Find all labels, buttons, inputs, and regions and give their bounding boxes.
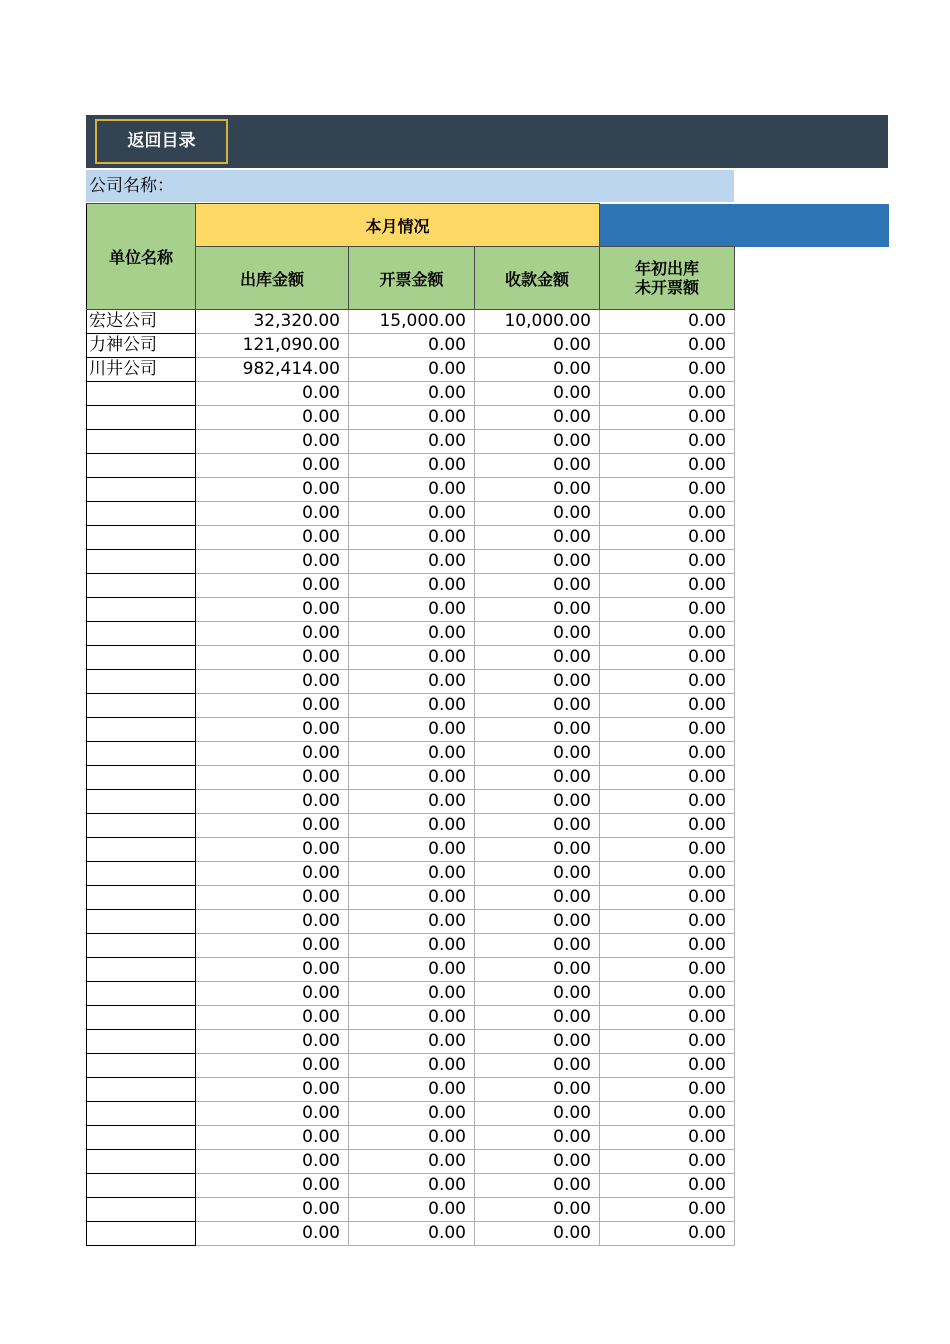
invoiced-amount-cell[interactable]: 0.00 [349, 406, 475, 430]
received-amount-cell[interactable]: 0.00 [475, 910, 600, 934]
outbound-amount-cell[interactable]: 32,320.00 [196, 310, 349, 334]
invoiced-amount-cell[interactable]: 0.00 [349, 910, 475, 934]
received-amount-cell[interactable]: 0.00 [475, 598, 600, 622]
unit-name-cell[interactable] [87, 382, 196, 406]
uninvoiced-opening-cell[interactable]: 0.00 [600, 622, 735, 646]
invoiced-amount-cell[interactable]: 0.00 [349, 934, 475, 958]
received-amount-cell[interactable]: 0.00 [475, 1198, 600, 1222]
outbound-amount-cell[interactable]: 0.00 [196, 670, 349, 694]
company-name-row [86, 170, 734, 202]
invoiced-amount-cell[interactable]: 0.00 [349, 502, 475, 526]
uninvoiced-opening-cell[interactable]: 0.00 [600, 862, 735, 886]
outbound-amount-cell[interactable]: 0.00 [196, 742, 349, 766]
unit-name-cell[interactable] [87, 1078, 196, 1102]
outbound-amount-cell[interactable]: 0.00 [196, 1054, 349, 1078]
table-row [87, 382, 889, 406]
received-amount-cell[interactable]: 0.00 [475, 718, 600, 742]
received-amount-cell[interactable]: 10,000.00 [475, 310, 600, 334]
invoiced-amount-cell[interactable]: 0.00 [349, 598, 475, 622]
outbound-amount-cell[interactable]: 0.00 [196, 574, 349, 598]
uninvoiced-opening-cell[interactable]: 0.00 [600, 694, 735, 718]
invoiced-amount-cell[interactable]: 0.00 [349, 1222, 475, 1246]
company-name-label: 公司名称： [89, 176, 174, 196]
unit-name-cell[interactable] [87, 1006, 196, 1030]
unit-name-cell[interactable] [87, 742, 196, 766]
table-row [87, 430, 889, 454]
received-amount-cell[interactable]: 0.00 [475, 430, 600, 454]
table-row [87, 982, 889, 1006]
blank-cell [735, 454, 889, 478]
table-row [87, 574, 889, 598]
unit-name-cell[interactable] [87, 982, 196, 1006]
outbound-amount-cell[interactable]: 0.00 [196, 622, 349, 646]
blank-cell [735, 430, 889, 454]
blank-cell [735, 1174, 889, 1198]
invoiced-amount-cell[interactable]: 0.00 [349, 790, 475, 814]
uninvoiced-opening-cell[interactable]: 0.00 [600, 550, 735, 574]
received-amount-cell[interactable]: 0.00 [475, 1102, 600, 1126]
table-row [87, 454, 889, 478]
invoiced-amount-cell[interactable]: 0.00 [349, 1174, 475, 1198]
outbound-amount-cell[interactable]: 0.00 [196, 886, 349, 910]
unit-name-cell[interactable] [87, 718, 196, 742]
received-amount-cell[interactable]: 0.00 [475, 694, 600, 718]
outbound-amount-cell[interactable]: 0.00 [196, 934, 349, 958]
received-amount-cell[interactable]: 0.00 [475, 1126, 600, 1150]
received-amount-cell[interactable]: 0.00 [475, 478, 600, 502]
blue-group-header [600, 204, 889, 247]
table-row [87, 886, 889, 910]
outbound-amount-cell[interactable]: 0.00 [196, 382, 349, 406]
uninvoiced-opening-cell[interactable]: 0.00 [600, 646, 735, 670]
table-row [87, 838, 889, 862]
blank-cell [735, 934, 889, 958]
unit-name-cell[interactable]: 川井公司 [87, 358, 196, 382]
back-to-index-button[interactable]: 返回目录 [95, 119, 228, 164]
table-row [87, 1078, 889, 1102]
table-row [87, 310, 889, 334]
table-row [87, 694, 889, 718]
received-amount-cell[interactable]: 0.00 [475, 862, 600, 886]
blank-cell [735, 1006, 889, 1030]
invoiced-amount-cell[interactable]: 0.00 [349, 1006, 475, 1030]
invoiced-amount-cell[interactable]: 0.00 [349, 670, 475, 694]
blank-cell [735, 1150, 889, 1174]
invoiced-amount-cell[interactable]: 0.00 [349, 886, 475, 910]
received-amount-cell[interactable]: 0.00 [475, 1006, 600, 1030]
outbound-amount-cell[interactable]: 0.00 [196, 958, 349, 982]
invoiced-amount-cell[interactable]: 0.00 [349, 862, 475, 886]
outbound-amount-cell[interactable]: 0.00 [196, 502, 349, 526]
table-row [87, 526, 889, 550]
outbound-amount-cell[interactable]: 0.00 [196, 1006, 349, 1030]
blank-cell [735, 526, 889, 550]
unit-name-cell[interactable] [87, 502, 196, 526]
table-row [87, 406, 889, 430]
invoiced-amount-cell[interactable]: 0.00 [349, 478, 475, 502]
invoiced-amount-cell[interactable]: 0.00 [349, 1126, 475, 1150]
uninvoiced-opening-cell[interactable]: 0.00 [600, 886, 735, 910]
outbound-amount-cell[interactable]: 0.00 [196, 982, 349, 1006]
invoiced-amount-cell[interactable]: 0.00 [349, 1102, 475, 1126]
table-row [87, 1102, 889, 1126]
table-row [87, 670, 889, 694]
table-row [87, 1054, 889, 1078]
uninvoiced-opening-cell[interactable]: 0.00 [600, 406, 735, 430]
unit-name-cell[interactable] [87, 478, 196, 502]
blank-cell [735, 382, 889, 406]
table-row [87, 790, 889, 814]
unit-name-cell[interactable] [87, 958, 196, 982]
blank-cell [735, 694, 889, 718]
blank-cell [735, 646, 889, 670]
invoiced-amount-cell[interactable]: 0.00 [349, 646, 475, 670]
invoiced-amount-cell[interactable]: 0.00 [349, 958, 475, 982]
blank-cell [735, 334, 889, 358]
outbound-amount-cell[interactable]: 0.00 [196, 1222, 349, 1246]
unit-name-cell[interactable] [87, 838, 196, 862]
blank-cell [735, 886, 889, 910]
blank-cell [735, 790, 889, 814]
blank-cell [735, 742, 889, 766]
table-row [87, 622, 889, 646]
received-amount-cell[interactable]: 0.00 [475, 814, 600, 838]
table-row [87, 934, 889, 958]
received-amount-cell[interactable]: 0.00 [475, 838, 600, 862]
uninvoiced-opening-cell[interactable]: 0.00 [600, 310, 735, 334]
table-row [87, 1150, 889, 1174]
invoiced-amount-cell[interactable]: 0.00 [349, 718, 475, 742]
blank-cell [735, 1030, 889, 1054]
outbound-amount-cell[interactable]: 982,414.00 [196, 358, 349, 382]
unit-name-cell[interactable] [87, 1030, 196, 1054]
received-amount-cell[interactable]: 0.00 [475, 790, 600, 814]
received-amount-cell[interactable]: 0.00 [475, 934, 600, 958]
uninvoiced-opening-cell[interactable]: 0.00 [600, 1078, 735, 1102]
invoiced-amount-cell[interactable]: 0.00 [349, 742, 475, 766]
received-amount-cell[interactable]: 0.00 [475, 406, 600, 430]
blank-cell [735, 958, 889, 982]
unit-name-cell[interactable] [87, 1150, 196, 1174]
invoiced-amount-cell[interactable]: 0.00 [349, 526, 475, 550]
unit-name-cell[interactable]: 力神公司 [87, 334, 196, 358]
received-amount-cell[interactable]: 0.00 [475, 646, 600, 670]
unit-name-cell[interactable] [87, 646, 196, 670]
outbound-amount-cell[interactable]: 0.00 [196, 1150, 349, 1174]
blank-cell [735, 502, 889, 526]
unit-name-cell[interactable] [87, 910, 196, 934]
blank-cell [735, 982, 889, 1006]
blank-cell [735, 598, 889, 622]
uninvoiced-opening-cell[interactable]: 0.00 [600, 430, 735, 454]
blank-cell [735, 766, 889, 790]
invoiced-amount-cell[interactable]: 0.00 [349, 1054, 475, 1078]
received-amount-cell[interactable]: 0.00 [475, 1150, 600, 1174]
blank-cell [735, 1054, 889, 1078]
unit-name-cell[interactable] [87, 622, 196, 646]
blank-cell [735, 1198, 889, 1222]
outbound-amount-cell[interactable]: 0.00 [196, 478, 349, 502]
received-amount-cell[interactable]: 0.00 [475, 1174, 600, 1198]
received-amount-cell[interactable]: 0.00 [475, 622, 600, 646]
received-amount-cell[interactable]: 0.00 [475, 1222, 600, 1246]
invoiced-amount-cell[interactable]: 0.00 [349, 334, 475, 358]
uninvoiced-opening-cell[interactable]: 0.00 [600, 334, 735, 358]
blank-cell [735, 622, 889, 646]
blank-cell [735, 862, 889, 886]
outbound-amount-cell[interactable]: 0.00 [196, 1126, 349, 1150]
uninvoiced-opening-cell[interactable]: 0.00 [600, 1006, 735, 1030]
received-amount-cell[interactable]: 0.00 [475, 574, 600, 598]
unit-name-cell[interactable] [87, 1198, 196, 1222]
blank-cell [735, 1126, 889, 1150]
outbound-amount-cell[interactable]: 0.00 [196, 550, 349, 574]
blank-cell [735, 550, 889, 574]
uninvoiced-opening-cell[interactable]: 0.00 [600, 910, 735, 934]
table-row [87, 1030, 889, 1054]
unit-name-cell[interactable] [87, 1126, 196, 1150]
unit-name-header: 单位名称 [87, 204, 196, 310]
unit-name-cell[interactable]: 宏达公司 [87, 310, 196, 334]
received-amount-cell[interactable]: 0.00 [475, 550, 600, 574]
blank-cell [735, 1102, 889, 1126]
outbound-amount-cell[interactable]: 0.00 [196, 814, 349, 838]
table-row [87, 1006, 889, 1030]
table-row [87, 814, 889, 838]
statement-table [86, 203, 889, 1246]
unit-name-cell[interactable] [87, 574, 196, 598]
outbound-amount-cell[interactable]: 0.00 [196, 910, 349, 934]
unit-name-cell[interactable] [87, 406, 196, 430]
uninvoiced-opening-cell[interactable]: 0.00 [600, 1126, 735, 1150]
uninvoiced-opening-cell[interactable]: 0.00 [600, 1150, 735, 1174]
unit-name-cell[interactable] [87, 934, 196, 958]
invoiced-amount-cell[interactable]: 15,000.00 [349, 310, 475, 334]
blank-cell [735, 1078, 889, 1102]
table-row [87, 598, 889, 622]
invoiced-amount-cell[interactable]: 0.00 [349, 1030, 475, 1054]
outbound-amount-cell[interactable]: 0.00 [196, 1102, 349, 1126]
outbound-amount-cell[interactable]: 0.00 [196, 790, 349, 814]
unit-name-cell[interactable] [87, 430, 196, 454]
month-group-header: 本月情况 [196, 204, 600, 247]
received-amount-cell[interactable]: 0.00 [475, 670, 600, 694]
uninvoiced-opening-cell[interactable]: 0.00 [600, 574, 735, 598]
outbound-amount-cell[interactable]: 0.00 [196, 766, 349, 790]
received-amount-cell[interactable]: 0.00 [475, 358, 600, 382]
column-header-line1: 年初出库 [634, 259, 699, 278]
received-amount-cell[interactable]: 0.00 [475, 958, 600, 982]
table-row [87, 862, 889, 886]
blank-cell [735, 814, 889, 838]
table-row [87, 1198, 889, 1222]
uninvoiced-opening-cell[interactable]: 0.00 [600, 382, 735, 406]
uninvoiced-opening-cell[interactable]: 0.00 [600, 742, 735, 766]
uninvoiced-opening-cell[interactable]: 0.00 [600, 1030, 735, 1054]
uninvoiced-opening-cell[interactable]: 0.00 [600, 598, 735, 622]
unit-name-cell[interactable] [87, 526, 196, 550]
outbound-amount-cell[interactable]: 0.00 [196, 454, 349, 478]
unit-name-cell[interactable] [87, 862, 196, 886]
invoiced-amount-cell[interactable]: 0.00 [349, 1198, 475, 1222]
unit-name-cell[interactable] [87, 790, 196, 814]
column-header-uninvoiced-opening [600, 247, 735, 310]
table-row [87, 1174, 889, 1198]
invoiced-amount-cell[interactable]: 0.00 [349, 550, 475, 574]
blank-cell [735, 910, 889, 934]
received-amount-cell[interactable]: 0.00 [475, 502, 600, 526]
uninvoiced-opening-cell[interactable]: 0.00 [600, 502, 735, 526]
unit-name-cell[interactable] [87, 1222, 196, 1246]
unit-name-cell[interactable] [87, 1054, 196, 1078]
received-amount-cell[interactable]: 0.00 [475, 334, 600, 358]
outbound-amount-cell[interactable]: 0.00 [196, 646, 349, 670]
invoiced-amount-cell[interactable]: 0.00 [349, 982, 475, 1006]
invoiced-amount-cell[interactable]: 0.00 [349, 358, 475, 382]
invoiced-amount-cell[interactable]: 0.00 [349, 838, 475, 862]
received-amount-cell[interactable]: 0.00 [475, 1078, 600, 1102]
invoiced-amount-cell[interactable]: 0.00 [349, 694, 475, 718]
received-amount-cell[interactable]: 0.00 [475, 1030, 600, 1054]
table-row [87, 1222, 889, 1246]
unit-name-cell[interactable] [87, 454, 196, 478]
invoiced-amount-cell[interactable]: 0.00 [349, 1150, 475, 1174]
invoiced-amount-cell[interactable]: 0.00 [349, 382, 475, 406]
blank-cell [735, 838, 889, 862]
blank-cell [735, 310, 889, 334]
uninvoiced-opening-cell[interactable]: 0.00 [600, 838, 735, 862]
uninvoiced-opening-cell[interactable]: 0.00 [600, 526, 735, 550]
outbound-amount-cell[interactable]: 0.00 [196, 430, 349, 454]
unit-name-cell[interactable] [87, 670, 196, 694]
blank-cell [735, 358, 889, 382]
uninvoiced-opening-cell[interactable]: 0.00 [600, 1174, 735, 1198]
uninvoiced-opening-cell[interactable]: 0.00 [600, 1102, 735, 1126]
table-row [87, 478, 889, 502]
blank-cell [735, 670, 889, 694]
received-amount-cell[interactable]: 0.00 [475, 886, 600, 910]
uninvoiced-opening-cell[interactable]: 0.00 [600, 478, 735, 502]
blank-cell [735, 478, 889, 502]
table-row [87, 718, 889, 742]
blank-cell [735, 718, 889, 742]
uninvoiced-opening-cell[interactable]: 0.00 [600, 1054, 735, 1078]
outbound-amount-cell[interactable]: 121,090.00 [196, 334, 349, 358]
invoiced-amount-cell[interactable]: 0.00 [349, 574, 475, 598]
unit-name-cell[interactable] [87, 886, 196, 910]
table-row [87, 742, 889, 766]
outbound-amount-cell[interactable]: 0.00 [196, 862, 349, 886]
column-header-line2: 未开票额 [634, 278, 699, 297]
unit-name-cell[interactable] [87, 694, 196, 718]
unit-name-cell[interactable] [87, 1174, 196, 1198]
blank-cell [735, 574, 889, 598]
received-amount-cell[interactable]: 0.00 [475, 454, 600, 478]
unit-name-cell[interactable] [87, 814, 196, 838]
table-row [87, 502, 889, 526]
outbound-amount-cell[interactable]: 0.00 [196, 526, 349, 550]
unit-name-cell[interactable] [87, 598, 196, 622]
uninvoiced-opening-cell[interactable]: 0.00 [600, 1222, 735, 1246]
uninvoiced-opening-cell[interactable]: 0.00 [600, 718, 735, 742]
table-row [87, 334, 889, 358]
invoiced-amount-cell[interactable]: 0.00 [349, 814, 475, 838]
outbound-amount-cell[interactable]: 0.00 [196, 1174, 349, 1198]
invoiced-amount-cell[interactable]: 0.00 [349, 430, 475, 454]
invoiced-amount-cell[interactable]: 0.00 [349, 766, 475, 790]
invoiced-amount-cell[interactable]: 0.00 [349, 454, 475, 478]
received-amount-cell[interactable]: 0.00 [475, 526, 600, 550]
blank-header-cell [735, 247, 889, 310]
received-amount-cell[interactable]: 0.00 [475, 382, 600, 406]
outbound-amount-cell[interactable]: 0.00 [196, 1198, 349, 1222]
table-row [87, 358, 889, 382]
uninvoiced-opening-cell[interactable]: 0.00 [600, 670, 735, 694]
uninvoiced-opening-cell[interactable]: 0.00 [600, 790, 735, 814]
table-row [87, 910, 889, 934]
received-amount-cell[interactable]: 0.00 [475, 1054, 600, 1078]
uninvoiced-opening-cell[interactable]: 0.00 [600, 814, 735, 838]
table-row [87, 550, 889, 574]
column-header-invoiced: 开票金额 [349, 247, 475, 310]
invoiced-amount-cell[interactable]: 0.00 [349, 622, 475, 646]
uninvoiced-opening-cell[interactable]: 0.00 [600, 766, 735, 790]
table-row [87, 766, 889, 790]
outbound-amount-cell[interactable]: 0.00 [196, 1078, 349, 1102]
column-header-outbound: 出库金额 [196, 247, 349, 310]
outbound-amount-cell[interactable]: 0.00 [196, 694, 349, 718]
uninvoiced-opening-cell[interactable]: 0.00 [600, 934, 735, 958]
outbound-amount-cell[interactable]: 0.00 [196, 718, 349, 742]
outbound-amount-cell[interactable]: 0.00 [196, 838, 349, 862]
uninvoiced-opening-cell[interactable]: 0.00 [600, 358, 735, 382]
column-header-received: 收款金额 [475, 247, 600, 310]
unit-name-cell[interactable] [87, 1102, 196, 1126]
outbound-amount-cell[interactable]: 0.00 [196, 598, 349, 622]
table-row [87, 1126, 889, 1150]
received-amount-cell[interactable]: 0.00 [475, 766, 600, 790]
uninvoiced-opening-cell[interactable]: 0.00 [600, 454, 735, 478]
blank-cell [735, 406, 889, 430]
unit-name-cell[interactable] [87, 766, 196, 790]
outbound-amount-cell[interactable]: 0.00 [196, 406, 349, 430]
received-amount-cell[interactable]: 0.00 [475, 982, 600, 1006]
unit-name-cell[interactable] [87, 550, 196, 574]
received-amount-cell[interactable]: 0.00 [475, 742, 600, 766]
uninvoiced-opening-cell[interactable]: 0.00 [600, 958, 735, 982]
outbound-amount-cell[interactable]: 0.00 [196, 1030, 349, 1054]
table-row [87, 958, 889, 982]
table-row [87, 646, 889, 670]
blank-cell [735, 1222, 889, 1246]
uninvoiced-opening-cell[interactable]: 0.00 [600, 1198, 735, 1222]
invoiced-amount-cell[interactable]: 0.00 [349, 1078, 475, 1102]
uninvoiced-opening-cell[interactable]: 0.00 [600, 982, 735, 1006]
